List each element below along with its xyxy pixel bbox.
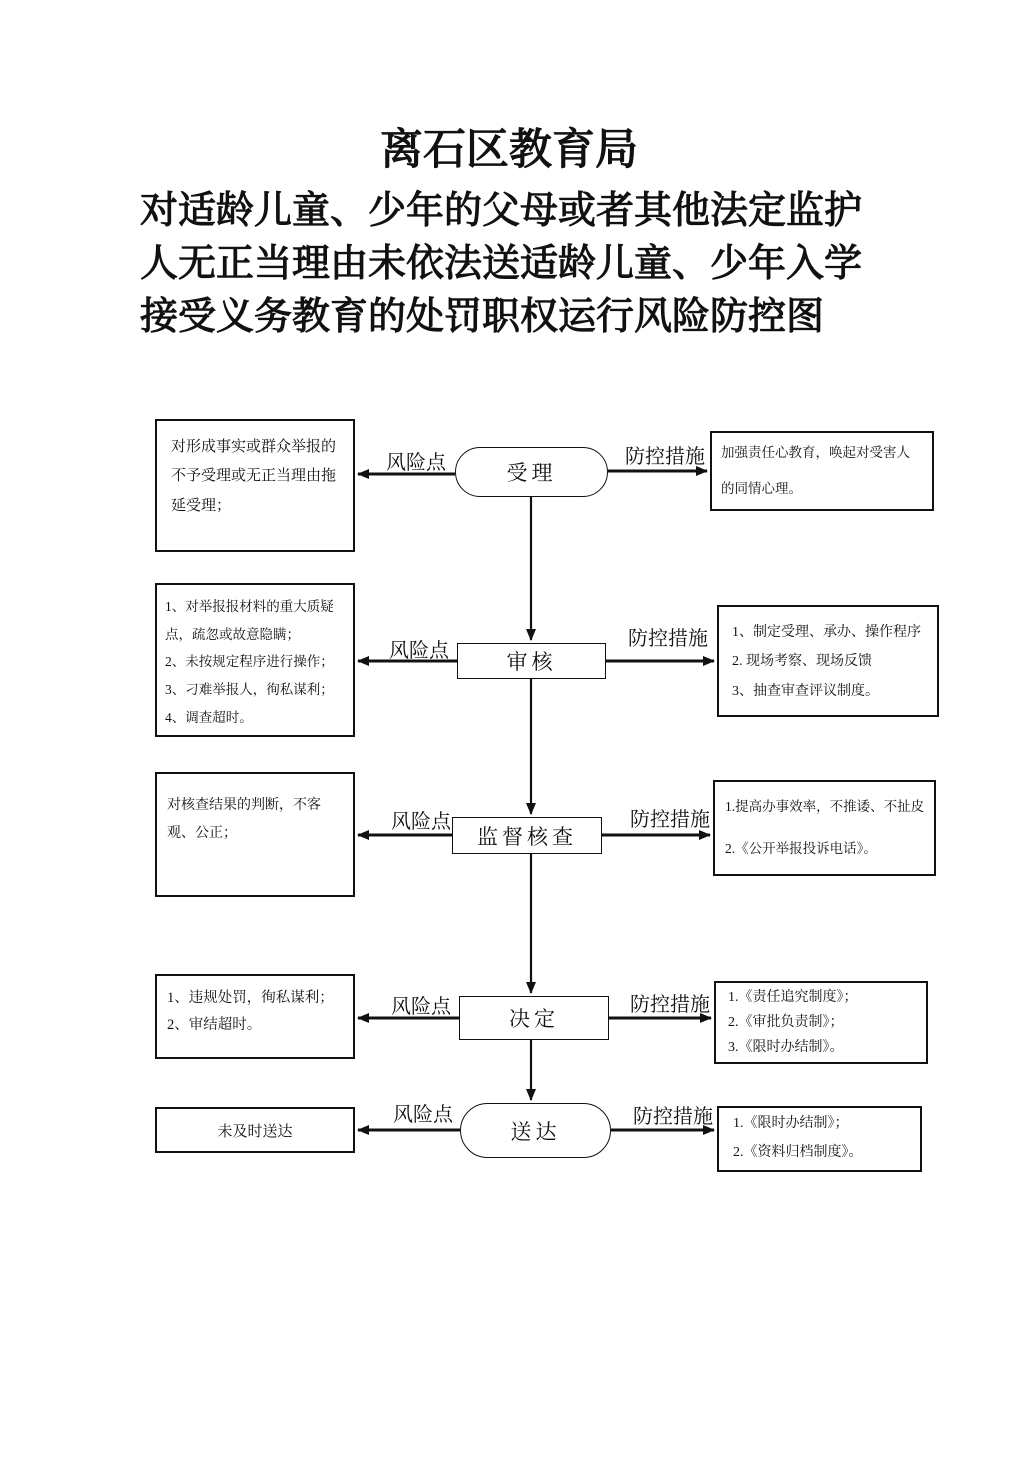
prevention-text: 加强责任心教育，唤起对受害人的同情心理。 [721,444,910,496]
risk-box-review [155,583,355,737]
prevention-text: 1.《限时办结制》； [733,1116,849,1132]
node-accept: 受理 [455,447,608,497]
risk-text: 2、审结超时。 [167,1016,262,1033]
title-line-4: 接受义务教育的处罚职权运行风险防控图 [140,296,825,339]
prevention-measures-label: 防控措施 [633,1106,713,1128]
node-review: 审核 [457,643,606,679]
prevention-text: 1、制定受理、承办、操作程序 [732,625,921,640]
title-line-2: 对适龄儿童、少年的父母或者其他法定监护 [140,190,863,233]
prevention-box-accept [710,431,934,511]
risk-point-label: 风险点 [391,811,451,833]
prevention-measures-label: 防控措施 [630,994,710,1016]
prevention-measures-label: 防控措施 [628,628,708,650]
title-line-3: 人无正当理由未依法送适龄儿童、少年入学 [140,243,863,286]
risk-point-label: 风险点 [389,640,449,662]
prevention-text: 3、抽查审查评议制度。 [732,683,879,699]
risk-box-accept [155,419,355,552]
risk-text: 4、调查超时。 [165,709,253,725]
prevention-box-deliver [717,1106,922,1172]
prevention-text: 2.《审批负责制》； [728,1014,844,1030]
prevention-text: 2.《公开举报投诉电话》。 [725,841,877,856]
risk-point-label: 风险点 [391,996,451,1018]
risk-box-deliver [155,1107,355,1153]
prevention-measures-label: 防控措施 [630,809,710,831]
risk-text: 对核查结果的判断，不客观、公正； [167,798,321,841]
node-decide: 决定 [459,996,609,1040]
prevention-text: 1.《责任追究制度》； [728,989,858,1005]
prevention-text: 2.《资料归档制度》。 [733,1145,863,1160]
prevention-box-review [717,605,939,717]
node-deliver: 送达 [460,1103,611,1158]
risk-point-label: 风险点 [393,1104,453,1126]
title-line-1: 离石区教育局 [380,127,638,174]
risk-text: 对形成事实或群众举报的不予受理或无正当理由拖延受理； [171,439,337,514]
prevention-text: 1.提高办事效率，不推诿、不扯皮 [725,799,925,815]
risk-box-decide [155,974,355,1059]
prevention-measures-label: 防控措施 [625,446,705,468]
risk-text: 2、未按规定程序进行操作； [165,654,334,670]
risk-text: 1、违规处罚，徇私谋利； [167,990,334,1006]
risk-point-label: 风险点 [386,452,446,474]
risk-box-supervise [155,772,355,897]
prevention-box-decide [714,981,928,1064]
prevention-text: 3.《限时办结制》。 [728,1040,844,1056]
node-supervise-verify: 监督核查 [452,817,602,854]
risk-text: 1、对举报报材料的重大质疑点，疏忽或故意隐瞒； [165,599,334,642]
risk-text: 3、刁难举报人，徇私谋利； [165,682,334,698]
prevention-text: 2. 现场考察、现场反馈 [732,654,872,670]
risk-text: 未及时送达 [217,1123,293,1140]
prevention-box-supervise [713,780,936,876]
